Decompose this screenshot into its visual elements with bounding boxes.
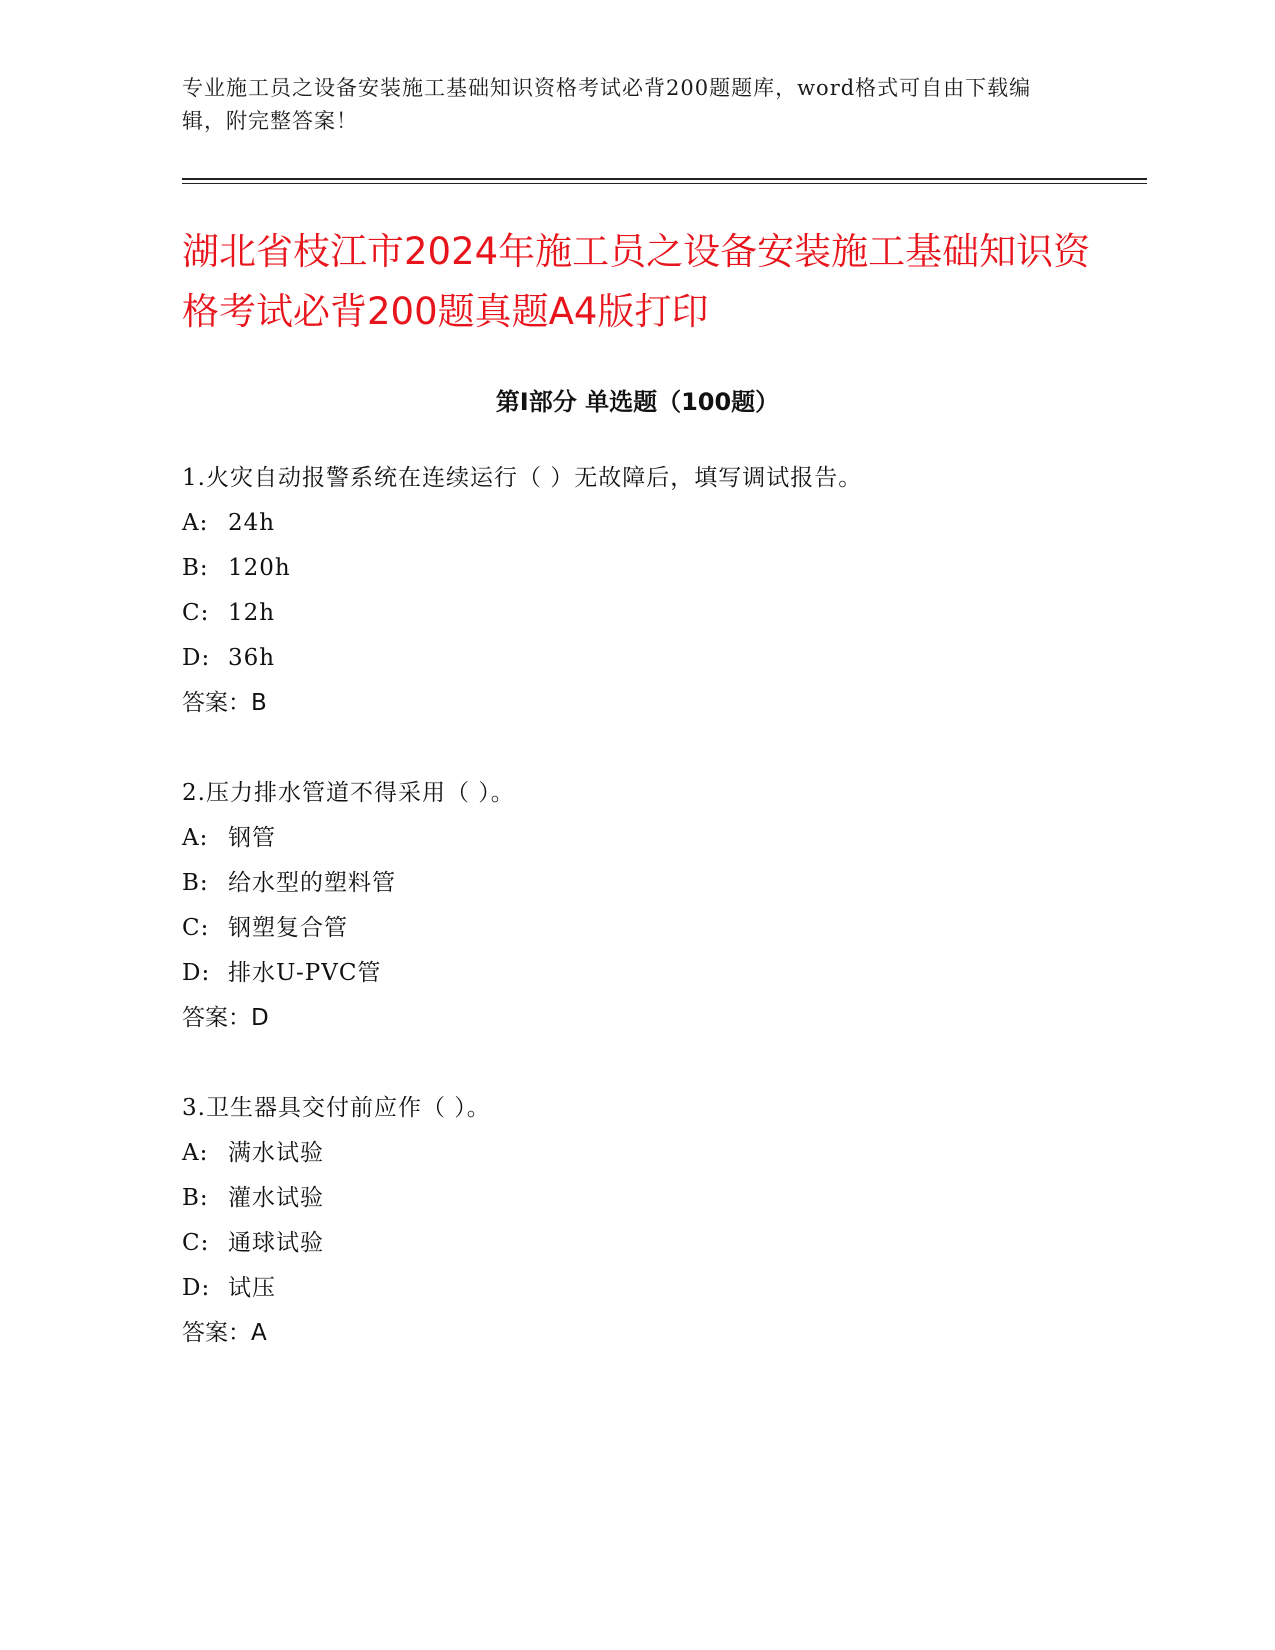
option-text: 通球试验 <box>228 1230 324 1256</box>
section-heading: 第I部分 单选题（100题） <box>495 388 780 416</box>
question-stem: 3.卫生器具交付前应作（ ）。 <box>182 1095 491 1121</box>
option-letter: D: <box>182 1275 211 1301</box>
option-text: 钢塑复合管 <box>228 915 348 941</box>
option-letter: C: <box>182 915 210 941</box>
question-3 <box>182 1085 1142 1356</box>
option-text: 36h <box>228 645 276 671</box>
document-title: 湖北省枝江市2024年施工员之设备安装施工基础知识资格考试必背200题真题A4版打印 <box>182 230 1091 333</box>
option-letter: B: <box>182 870 209 896</box>
option-letter: A: <box>182 825 209 851</box>
option-text: 灌水试验 <box>228 1185 324 1211</box>
option-text: 给水型的塑料管 <box>228 870 396 896</box>
option-text: 排水U-PVC管 <box>228 960 382 986</box>
question-1 <box>182 455 1142 726</box>
option-letter: A: <box>182 510 209 536</box>
question-2 <box>182 770 1142 1041</box>
answer: 答案：D <box>182 1005 269 1031</box>
option-letter: B: <box>182 1185 209 1211</box>
option-text: 满水试验 <box>228 1140 324 1166</box>
option-a <box>182 816 1142 861</box>
option-letter: C: <box>182 600 210 626</box>
header-rule-thick <box>182 178 1147 180</box>
header-rule-thin <box>182 183 1147 184</box>
option-a <box>182 501 1142 546</box>
option-text: 24h <box>228 510 276 536</box>
option-c <box>182 906 1142 951</box>
option-c <box>182 1221 1142 1266</box>
option-a <box>182 1131 1142 1176</box>
question-stem: 1.火灾自动报警系统在连续运行（ ）无故障后，填写调试报告。 <box>182 465 863 491</box>
option-text: 120h <box>228 555 291 581</box>
option-d <box>182 1266 1142 1311</box>
option-text: 12h <box>228 600 276 626</box>
option-letter: D: <box>182 960 211 986</box>
option-text: 试压 <box>228 1275 276 1301</box>
header-note: 专业施工员之设备安装施工基础知识资格考试必背200题题库，word格式可自由下载编辑，附完整答案！ <box>182 76 1032 133</box>
option-letter: B: <box>182 555 209 581</box>
option-c <box>182 591 1142 636</box>
option-d <box>182 951 1142 996</box>
question-stem: 2.压力排水管道不得采用（ ）。 <box>182 780 515 806</box>
option-d <box>182 636 1142 681</box>
option-b <box>182 1176 1142 1221</box>
answer: 答案：A <box>182 1320 267 1346</box>
option-letter: D: <box>182 645 211 671</box>
option-letter: A: <box>182 1140 209 1166</box>
option-letter: C: <box>182 1230 210 1256</box>
option-b <box>182 546 1142 591</box>
option-b <box>182 861 1142 906</box>
answer: 答案：B <box>182 690 267 716</box>
option-text: 钢管 <box>228 825 276 851</box>
